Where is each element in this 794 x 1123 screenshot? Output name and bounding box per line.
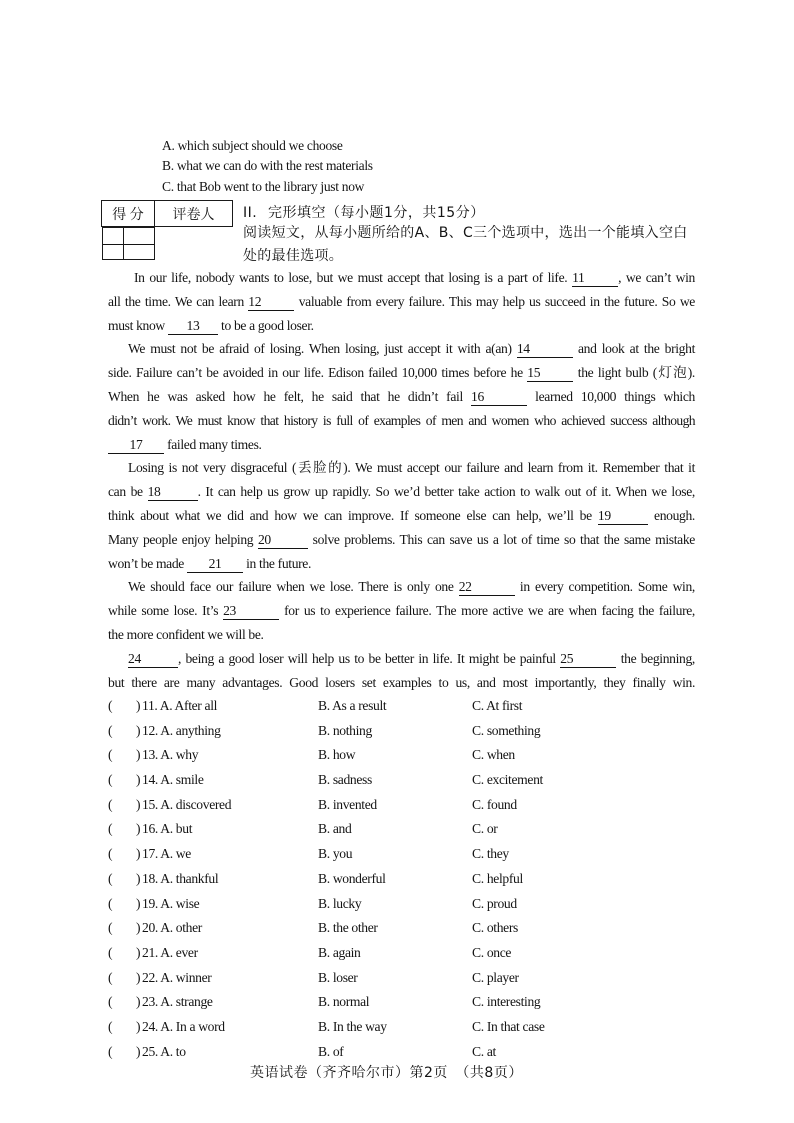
- passage-line: side. Failure can’t be avoided in our life. Edison failed 10,000 times before he 15 the light bulb (灯泡).: [108, 365, 695, 381]
- option-b: B. the other: [318, 920, 378, 936]
- question-list: [108, 694, 668, 1064]
- option-b: B. again: [318, 944, 361, 960]
- question-row: [108, 817, 668, 842]
- answer-paren-open[interactable]: (: [108, 1018, 113, 1034]
- option-c: C. excitement: [472, 772, 543, 788]
- answer-paren-close: ): [136, 1018, 141, 1034]
- option-a: 11. A. After all: [142, 698, 218, 713]
- answer-paren-open[interactable]: (: [108, 747, 113, 763]
- passage-line: didn’t work. We must know that history is full of examples of men and women who achieved success although: [108, 412, 695, 428]
- answer-paren-open[interactable]: (: [108, 1043, 113, 1059]
- option-a: 14. A. smile: [142, 772, 204, 788]
- section-title-text: 完形填空（每小题1分，共15分）: [267, 205, 485, 221]
- option-a: 18. A. thankful: [142, 870, 219, 886]
- passage-line: Losing is not very disgraceful (丢脸的). We must accept our failure and learn from it. Remember that it: [128, 460, 695, 476]
- option-c: C. something: [472, 722, 541, 738]
- option-b: B. sadness: [318, 772, 372, 788]
- answer-paren-open[interactable]: (: [108, 821, 113, 837]
- option-a: 22. A. winner: [142, 969, 212, 985]
- blank-19[interactable]: 19: [598, 507, 648, 525]
- passage-line: We must not be afraid of losing. When losing, just accept it with a(an) 14 and look at the bright: [128, 341, 695, 357]
- option-b: B. In the way: [318, 1018, 387, 1034]
- answer-paren-close: ): [136, 722, 141, 738]
- option-b: B. invented: [318, 796, 377, 812]
- option-c: C. when: [472, 747, 515, 763]
- option-a: 23. A. strange: [142, 994, 213, 1010]
- question-row: [108, 892, 668, 917]
- passage-line: In our life, nobody wants to lose, but we must accept that losing is a part of life. 11 , we can’t win: [134, 270, 695, 285]
- passage-line: can be 18 . It can help us grow up rapidly. So we’d better take action to walk out of it. When we lose,: [108, 484, 695, 500]
- question-row: [108, 842, 668, 867]
- passage-line: When he was asked how he felt, he said that he didn’t fail 16 learned 10,000 things which: [108, 388, 695, 404]
- passage-line: while some lose. It’s 23 for us to experience failure. The more active we are when facing the failure,: [108, 603, 695, 619]
- question-row: [108, 793, 668, 818]
- score-label: 得 分: [102, 201, 155, 227]
- answer-paren-open[interactable]: (: [108, 994, 113, 1010]
- option-a: 21. A. ever: [142, 944, 198, 960]
- blank-21[interactable]: 21: [187, 555, 243, 573]
- grader-cell[interactable]: [123, 228, 154, 260]
- section-number: II.: [243, 205, 258, 221]
- answer-paren-open[interactable]: (: [108, 698, 113, 713]
- passage-line: 24 , being a good loser will help us to be better in life. It might be painful 25 the beginning,: [128, 650, 695, 666]
- option-b: B. As a result: [318, 698, 387, 713]
- answer-paren-open[interactable]: (: [108, 722, 113, 738]
- passage-line: all the time. We can learn 12 valuable from every failure. This may help us succeed in the future. So we: [108, 293, 695, 309]
- answer-paren-open[interactable]: (: [108, 920, 113, 936]
- option-a: 17. A. we: [142, 846, 191, 862]
- answer-paren-close: ): [136, 846, 141, 862]
- passage-line: think about what we did and how we can improve. If someone else can help, we’ll be 19 enough.: [108, 507, 695, 523]
- answer-paren-close: ): [136, 796, 141, 812]
- option-a: 24. A. In a word: [142, 1018, 225, 1034]
- option-c: C. player: [472, 969, 519, 985]
- question-row: [108, 719, 668, 744]
- answer-paren-open[interactable]: (: [108, 969, 113, 985]
- option-a: A. which subject should we choose: [162, 138, 343, 153]
- score-cell[interactable]: [102, 228, 123, 260]
- option-c: C. or: [472, 821, 498, 837]
- answer-paren-open[interactable]: (: [108, 772, 113, 788]
- passage-line: We should face our failure when we lose. There is only one 22 in every competition. Some win,: [128, 579, 695, 595]
- option-c: C. they: [472, 846, 509, 862]
- option-a: 25. A. to: [142, 1043, 186, 1059]
- answer-paren-close: ): [136, 1043, 141, 1059]
- option-b: B. you: [318, 846, 353, 862]
- option-b: B. normal: [318, 994, 370, 1010]
- section-instructions: 阅读短文，从每小题所给的A、B、C三个选项中，选出一个能填入空白处的最佳选项。: [243, 225, 688, 264]
- option-c: C. once: [472, 944, 512, 960]
- blank-14[interactable]: 14: [517, 340, 573, 358]
- answer-paren-open[interactable]: (: [108, 895, 113, 911]
- answer-paren-open[interactable]: (: [108, 846, 113, 862]
- option-b: B. loser: [318, 969, 358, 985]
- answer-paren-open[interactable]: (: [108, 870, 113, 886]
- option-a: 16. A. but: [142, 821, 193, 837]
- option-c: C. at: [472, 1043, 496, 1059]
- answer-paren-close: ): [136, 994, 141, 1010]
- answer-paren-open[interactable]: (: [108, 796, 113, 812]
- grader-label: 评卷人: [155, 201, 233, 227]
- blank-13[interactable]: 13: [168, 317, 218, 335]
- question-row: [108, 916, 668, 941]
- question-row: [108, 1040, 668, 1065]
- passage-line: the more confident we will be.: [108, 626, 264, 642]
- answer-paren-close: ): [136, 821, 141, 837]
- passage-line: Many people enjoy helping 20 solve problems. This can save us a lot of time so that the same mistake: [108, 531, 695, 547]
- option-c: C. interesting: [472, 994, 541, 1010]
- passage-line: but there are many advantages. Good losers set examples to us, and most importantly, they finally win.: [108, 674, 695, 690]
- answer-paren-close: ): [136, 698, 141, 713]
- option-a: 12. A. anything: [142, 722, 221, 738]
- question-row: [108, 966, 668, 991]
- blank-25[interactable]: 25: [560, 650, 616, 668]
- passage-line: won’t be made 21 in the future.: [108, 555, 312, 571]
- blank-15[interactable]: 15: [527, 364, 573, 382]
- blank-22[interactable]: 22: [459, 578, 515, 596]
- blank-20[interactable]: 20: [258, 531, 308, 549]
- option-a: 15. A. discovered: [142, 796, 232, 812]
- answer-paren-close: ): [136, 747, 141, 763]
- question-row: [108, 768, 668, 793]
- passage-line: 17 failed many times.: [108, 433, 695, 457]
- option-a: 13. A. why: [142, 747, 199, 763]
- option-b: B. lucky: [318, 895, 362, 911]
- option-c: C. that Bob went to the library just now: [162, 178, 365, 194]
- option-a: 19. A. wise: [142, 895, 200, 911]
- option-c: C. helpful: [472, 870, 523, 886]
- answer-paren-close: ): [136, 969, 141, 985]
- answer-paren-close: ): [136, 944, 141, 960]
- passage-line: must know 13 to be a good loser.: [108, 317, 314, 333]
- blank-23[interactable]: 23: [223, 602, 279, 620]
- answer-paren-close: ): [136, 895, 141, 911]
- question-row: [108, 990, 668, 1015]
- option-b: B. wonderful: [318, 870, 386, 886]
- answer-paren-close: ): [136, 920, 141, 936]
- option-c: C. others: [472, 920, 518, 936]
- option-b: B. what we can do with the rest materials: [162, 158, 373, 174]
- question-row: [108, 743, 668, 768]
- blank-12[interactable]: 12: [248, 293, 294, 311]
- option-b: B. nothing: [318, 722, 372, 738]
- cloze-passage: [108, 266, 695, 694]
- answer-paren-close: ): [136, 772, 141, 788]
- blank-11[interactable]: 11: [572, 269, 618, 287]
- option-c: C. In that case: [472, 1018, 545, 1034]
- option-a: 20. A. other: [142, 920, 202, 936]
- blank-17[interactable]: 17: [108, 436, 164, 454]
- option-b: B. and: [318, 821, 352, 837]
- page-footer: 英语试卷（齐齐哈尔市）第2页 （共8页）: [250, 1065, 523, 1081]
- question-row: [108, 1015, 668, 1040]
- score-table: [101, 200, 233, 250]
- blank-16[interactable]: 16: [471, 388, 527, 406]
- option-b: B. how: [318, 747, 356, 763]
- option-b: B. of: [318, 1043, 344, 1059]
- option-c: C. found: [472, 796, 517, 812]
- answer-paren-open[interactable]: (: [108, 944, 113, 960]
- section-title: [243, 202, 485, 222]
- answer-paren-close: ): [136, 870, 141, 886]
- question-row: [108, 694, 668, 719]
- question-row: [108, 867, 668, 892]
- blank-18[interactable]: 18: [148, 483, 198, 501]
- blank-24[interactable]: 24: [128, 650, 178, 668]
- option-c: C. proud: [472, 895, 517, 911]
- previous-question-options: [162, 136, 373, 197]
- question-row: [108, 941, 668, 966]
- option-c: C. At first: [472, 698, 523, 713]
